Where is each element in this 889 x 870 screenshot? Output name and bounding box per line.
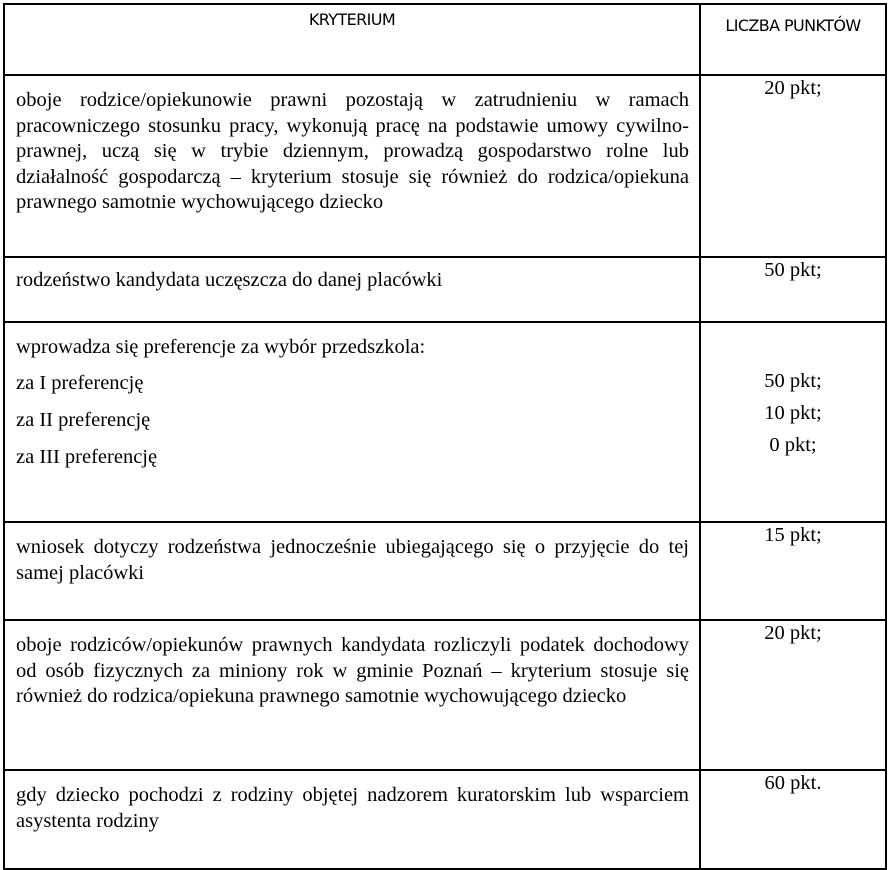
preference-label: za I preferencję: [16, 371, 144, 394]
preference-label: za III preferencję: [16, 445, 158, 468]
criterion-cell: [4, 770, 700, 869]
points-cell: 20 pkt;: [700, 75, 886, 257]
table-row: [4, 75, 886, 257]
points-cell: [700, 322, 886, 522]
table-row: [4, 620, 886, 770]
preference-points: 50 pkt;: [764, 370, 822, 392]
table-row: [4, 770, 886, 869]
criterion-cell: [4, 75, 700, 257]
preference-points: 0 pkt;: [769, 434, 817, 456]
criterion-cell: [4, 522, 700, 620]
criterion-text: oboje rodzice/opiekunowie prawni pozostają w zatrudnieniu w ramach pracowniczego stosunku pracy, wykonują pracę na podstawie umowy cywilno-prawnej, uczą się w trybie dziennym, prowadzą gospodarstwo rolne lub działalność gospodarczą – kryterium stosuje się również do rodzica/opiekuna prawnego samotnie wychowującego dziecko: [16, 89, 689, 213]
criterion-text: oboje rodziców/opiekunów prawnych kandydata rozliczyli podatek dochodowy od osób fizycznych za miniony rok w gminie Poznań – kryterium stosuje się również do rodzica/opiekuna prawnego samotnie wychowującego dziecko: [16, 634, 689, 707]
points-cell: 50 pkt;: [700, 257, 886, 322]
table-row: [4, 522, 886, 620]
header-points: LICZBA PUNKTÓW: [700, 4, 886, 75]
criterion-text: gdy dziecko pochodzi z rodziny objętej nadzorem kuratorskim lub wsparciem asystenta rodziny: [16, 784, 689, 832]
header-row: [4, 4, 886, 75]
criterion-text: wniosek dotyczy rodzeństwa jednocześnie ubiegającego się o przyjęcie do tej samej placówki: [16, 536, 689, 584]
points-cell: 20 pkt;: [700, 620, 886, 770]
table-row: [4, 257, 886, 322]
points-cell: 15 pkt;: [700, 522, 886, 620]
table-row: [4, 322, 886, 522]
criterion-cell: [4, 620, 700, 770]
header-criterion: KRYTERIUM: [4, 4, 700, 75]
points-cell: 60 pkt.: [700, 770, 886, 869]
preference-points: 10 pkt;: [764, 402, 822, 424]
criterion-text: wprowadza się preferencje za wybór przedszkola:: [16, 336, 426, 358]
criterion-text: rodzeństwo kandydata uczęszcza do danej placówki: [16, 269, 443, 291]
preference-label: za II preferencję: [16, 408, 151, 431]
criterion-cell: [4, 257, 700, 322]
criteria-table: [3, 3, 887, 870]
criterion-cell: [4, 322, 700, 522]
